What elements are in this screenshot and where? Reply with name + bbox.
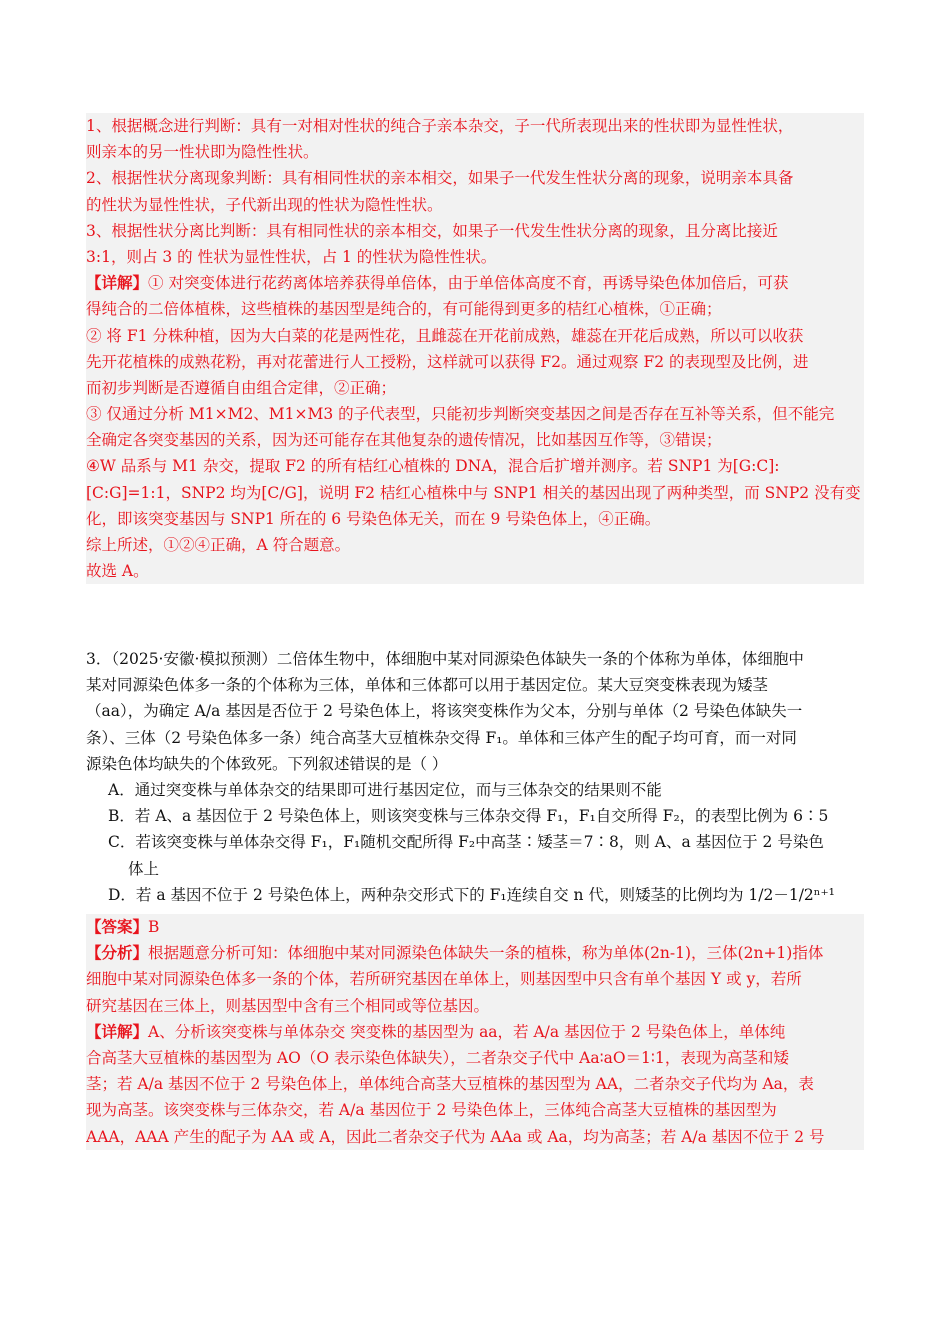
criteria-line: 3:1，则占 3 的 性状为显性性状，占 1 的性状为隐性性状。 xyxy=(86,247,497,266)
option-c: C．若该突变株与单体杂交得 F₁，F₁随机交配所得 F₂中高茎∶矮茎＝7∶8，则 A、a 基因位于 2 号染色 xyxy=(108,833,824,852)
analysis-line: 细胞中某对同源染色体多一条的个体，若所研究基因在单体上，则基因型中只含有单个基因 Y 或 y，若所 xyxy=(86,970,802,989)
criteria-line: 的性状为显性性状，子代新出现的性状为隐性性状。 xyxy=(86,195,443,214)
answer-value: B xyxy=(148,918,160,936)
question-3 xyxy=(86,646,864,908)
criteria-line: 1、根据概念进行判断：具有一对相对性状的纯合子亲本杂交，子一代所表现出来的性状即为显性性状， xyxy=(86,117,794,135)
option-b: B．若 A、a 基因位于 2 号染色体上，则该突变株与三体杂交得 F₁，F₁自交所得 F₂，的表型比例为 6∶5 xyxy=(108,807,829,826)
detail-line: 合高茎大豆植株的基因型为 AO（O 表示染色体缺失），二者杂交子代中 Aa∶aO＝1∶1，表现为高茎和矮 xyxy=(86,1048,789,1067)
detail-line: 【详解】① 对突变体进行花药离体培养获得单倍体，由于单倍体高度不育，再诱导染色体加倍后，可获 xyxy=(86,273,789,293)
criteria-line: 2、根据性状分离现象判断：具有相同性状的亲本相交，如果子一代发生性状分离的现象，说明亲本具备 xyxy=(86,169,794,188)
detail-line: 而初步判断是否遵循自由组合定律，②正确； xyxy=(86,378,397,397)
analysis-line: 研究基因在三体上，则基因型中含有三个相同或等位基因。 xyxy=(86,996,490,1015)
detail-line: 全确定各突变基因的关系，因为还可能存在其他复杂的遗传情况，比如基因互作等，③错误； xyxy=(86,431,722,450)
question-line: （aa），为确定 A/a 基因是否位于 2 号染色体上，将该突变株作为父本，分别与单体（2 号染色体缺失一 xyxy=(86,702,803,721)
answer-tag: 【答案】 xyxy=(86,917,149,936)
analysis-line: 【分析】根据题意分析可知：体细胞中某对同源染色体缺失一条的植株，称为单体(2n-1)，三体(2n+1)指体 xyxy=(86,943,824,963)
detail-line: 现为高茎。该突变株与三体杂交，若 A/a 基因位于 2 号染色体上，三体纯合高茎大豆植株的基因型为 xyxy=(86,1101,777,1120)
detail-line: ② 将 F1 分株种植，因为大白菜的花是两性花，且雌蕊在开花前成熟，雄蕊在开花后成熟，所以可以收获 xyxy=(86,326,804,345)
detail-line: ④W 品系与 M1 杂交，提取 F2 的所有桔红心植株的 DNA，混合后扩增并测序。若 SNP1 为[G:C]: xyxy=(86,457,780,476)
criteria-line: 则亲本的另一性状即为隐性性状。 xyxy=(86,143,319,162)
analysis-tag: 【分析】 xyxy=(86,943,149,963)
detail-line: 先开花植株的成熟花粉，再对花蕾进行人工授粉，这样就可以获得 F2。通过观察 F2 的表现型及比例，进 xyxy=(86,352,809,371)
question-line: 条）、三体（2 号染色体多一条）纯合高茎大豆植株杂交得 F₁。单体和三体产生的配子均可育，而一对同 xyxy=(86,728,797,747)
detail-line: 【详解】A、分析该突变株与单体杂交 突变株的基因型为 aa，若 A/a 基因位于 2 号染色体上，单体纯 xyxy=(86,1021,786,1041)
solution-block-question-3 xyxy=(86,914,864,1150)
detail-line: 综上所述，①②④正确，A 符合题意。 xyxy=(86,536,351,554)
question-line: 某对同源染色体多一条的个体称为三体，单体和三体都可以用于基因定位。某大豆突变株表现为矮茎 xyxy=(86,676,769,695)
detail-line: 化，即该突变基因与 SNP1 所在的 6 号染色体无关，而在 9 号染色体上，④正确。 xyxy=(86,509,661,528)
detail-tag: 【详解】 xyxy=(86,273,149,293)
detail-line: 茎；若 A/a 基因不位于 2 号染色体上，单体纯合高茎大豆植株的基因型为 AA，二者杂交子代均为 Aa，表 xyxy=(86,1075,814,1094)
detail-line: 故选 A。 xyxy=(86,562,149,581)
detail-line: 得纯合的二倍体植株，这些植株的基因型是纯合的，有可能得到更多的桔红心植株，①正确； xyxy=(86,300,722,319)
question-line: 3．（2025·安徽·模拟预测）二倍体生物中，体细胞中某对同源染色体缺失一条的个体称为单体，体细胞中 xyxy=(86,650,804,668)
detail-line: ③ 仅通过分析 M1×M2、M1×M3 的子代表型，只能初步判断突变基因之间是否存在互补等关系，但不能完 xyxy=(86,405,835,424)
question-line: 源染色体均缺失的个体致死。下列叙述错误的是（ ） xyxy=(86,754,448,773)
detail-line: [C:G]=1:1，SNP2 均为[C/G]，说明 F2 桔红心植株中与 SNP1 相关的基因出现了两种类型，而 SNP2 没有变 xyxy=(86,483,861,502)
answer-line xyxy=(86,914,864,940)
option-c-continued: 体上 xyxy=(128,859,160,878)
option-a: A．通过突变株与单体杂交的结果即可进行基因定位，而与三体杂交的结果则不能 xyxy=(108,780,662,799)
option-d: D．若 a 基因不位于 2 号染色体上，两种杂交形式下的 F₁连续自交 n 代，则矮茎的比例均为 1/2－1/2ⁿ⁺¹ xyxy=(108,885,835,904)
detail-tag: 【详解】 xyxy=(86,1021,149,1041)
solution-block-previous xyxy=(86,113,864,584)
criteria-line: 3、根据性状分离比判断：具有相同性状的亲本相交，如果子一代发生性状分离的现象，且分离比接近 xyxy=(86,221,778,240)
detail-line: AAA，AAA 产生的配子为 AA 或 A，因此二者杂交子代为 AAa 或 Aa，均为高茎；若 A/a 基因不位于 2 号 xyxy=(86,1127,825,1146)
